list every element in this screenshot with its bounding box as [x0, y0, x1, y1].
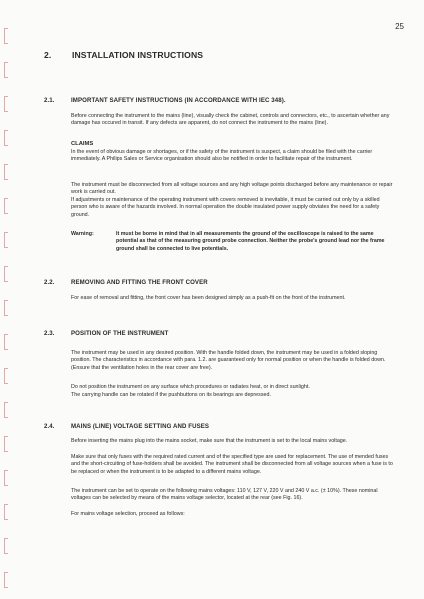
section-title: POSITION OF THE INSTRUMENT	[71, 330, 169, 337]
paragraph-voltages: The instrument can be set to operate on the following mains voltages: 110 V, 127 V, 220 V and 240 V a.c. (± 10%). These nominal voltages can be selected by means of the mains voltage selector, located at the rear (see Fig. 16).	[71, 488, 378, 502]
binding-mark	[4, 130, 8, 146]
section-number: 2.4.	[44, 423, 55, 430]
binding-mark	[4, 266, 8, 282]
section-number: 2.3.	[44, 330, 55, 337]
section-title: MAINS (LINE) VOLTAGE SETTING AND FUSES	[71, 423, 210, 430]
paragraph-selection: For mains voltage selection, proceed as follows:	[71, 511, 185, 517]
section-heading-2-4	[44, 423, 209, 430]
binding-mark	[4, 368, 8, 384]
claims-heading: CLAIMS	[71, 141, 94, 147]
section-number: 2.2.	[44, 279, 55, 286]
warning-label: Warning:	[71, 231, 94, 237]
section-heading-2-3	[44, 330, 168, 337]
chapter-number: 2.	[44, 50, 52, 60]
binding-mark	[4, 96, 8, 112]
section-title: IMPORTANT SAFETY INSTRUCTIONS (IN ACCORDANCE WITH IEC 348).	[71, 97, 286, 104]
section-title: REMOVING AND FITTING THE FRONT COVER	[71, 279, 208, 286]
warning-text: It must be borne in mind that in all measurements the ground of the oscilloscope is raised to the same potential as that of the measuring ground probe connection. Neither the probe's ground lead nor the frame ground shall be connected to live potentials.	[116, 231, 385, 252]
binding-mark	[4, 232, 8, 248]
paragraph-mains-check: Before inserting the mains plug into the mains socket, make sure that the instrument is set to the local mains voltage.	[71, 438, 348, 444]
paragraph-inspection: Before connecting the instrument to the mains (line), visually check the cabinet, controls and connectors, etc., to ascertain whether any damage has occured in transit. If any defects are apparent, do not connect the instrument to the mains (line).	[71, 113, 390, 127]
section-heading-2-2	[44, 279, 208, 286]
section-number: 2.1.	[44, 97, 55, 104]
paragraph-disconnect: The instrument must be disconnected from all voltage sources and any high voltage points discharged before any maintenance or repair work is carried out.	[71, 182, 393, 196]
page-number: 25	[395, 22, 404, 31]
binding-mark	[4, 198, 8, 214]
binding-mark	[4, 402, 8, 418]
binding-mark	[4, 62, 8, 78]
binding-mark	[4, 334, 8, 350]
chapter-heading	[44, 50, 203, 60]
paragraph-handle: The carrying handle can be rotated if the pushbuttons on its bearings are depressed.	[71, 392, 271, 398]
binding-mark	[4, 470, 8, 486]
paragraph-adjustments: If adjustments or maintenance of the operating instrument with covers removed is inevitable, it must be carried out only by a skilled person who is aware of the hazards involved. In normal operation the double insulated power supply obviates the need for a safety ground.	[71, 197, 380, 218]
paragraph-heat: Do not position the instrument on any surface which procedures or radiates heat, or in direct sunlight.	[71, 384, 310, 390]
binding-mark	[4, 28, 8, 44]
binding-mark	[4, 572, 8, 588]
binding-mark	[4, 538, 8, 554]
section-heading-2-1	[44, 97, 286, 104]
paragraph-position: The instrument may be used in any desired position. With the handle folded down, the instrument may be used in a folded sloping position. The characteristics in accordance with para. 1.2. are guaranteed only for normal position or when the handle is folded down. (Ensure that the ventilation holes in the rear cover are free).	[71, 350, 386, 371]
paragraph-claims: In the event of obvious damage or shortages, or if the safety of the instrument is suspect, a claim should be filed with the carrier immediately. A Philips Sales or Service organisation should also be notified in order to facilitate repair of the instrument.	[71, 149, 373, 163]
paragraph-front-cover: For ease of removal and fitting, the front cover has been designed simply as a push-fit on the front of the instrument.	[71, 295, 346, 301]
chapter-title: INSTALLATION INSTRUCTIONS	[72, 50, 204, 60]
binding-mark	[4, 436, 8, 452]
binding-mark	[4, 504, 8, 520]
binding-edge	[2, 0, 11, 599]
binding-mark	[4, 164, 8, 180]
paragraph-fuses: Make sure that only fuses with the required rated current and of the specified type are used for replacement. The use of mended fuses and the short-circuiting of fuse-holders shall be avoided. The instrument shall be disconnected from all voltage sources when a fuse is to be replaced or when the instrument is to be adapted to a different mains voltage.	[71, 454, 393, 475]
binding-mark	[4, 300, 8, 316]
